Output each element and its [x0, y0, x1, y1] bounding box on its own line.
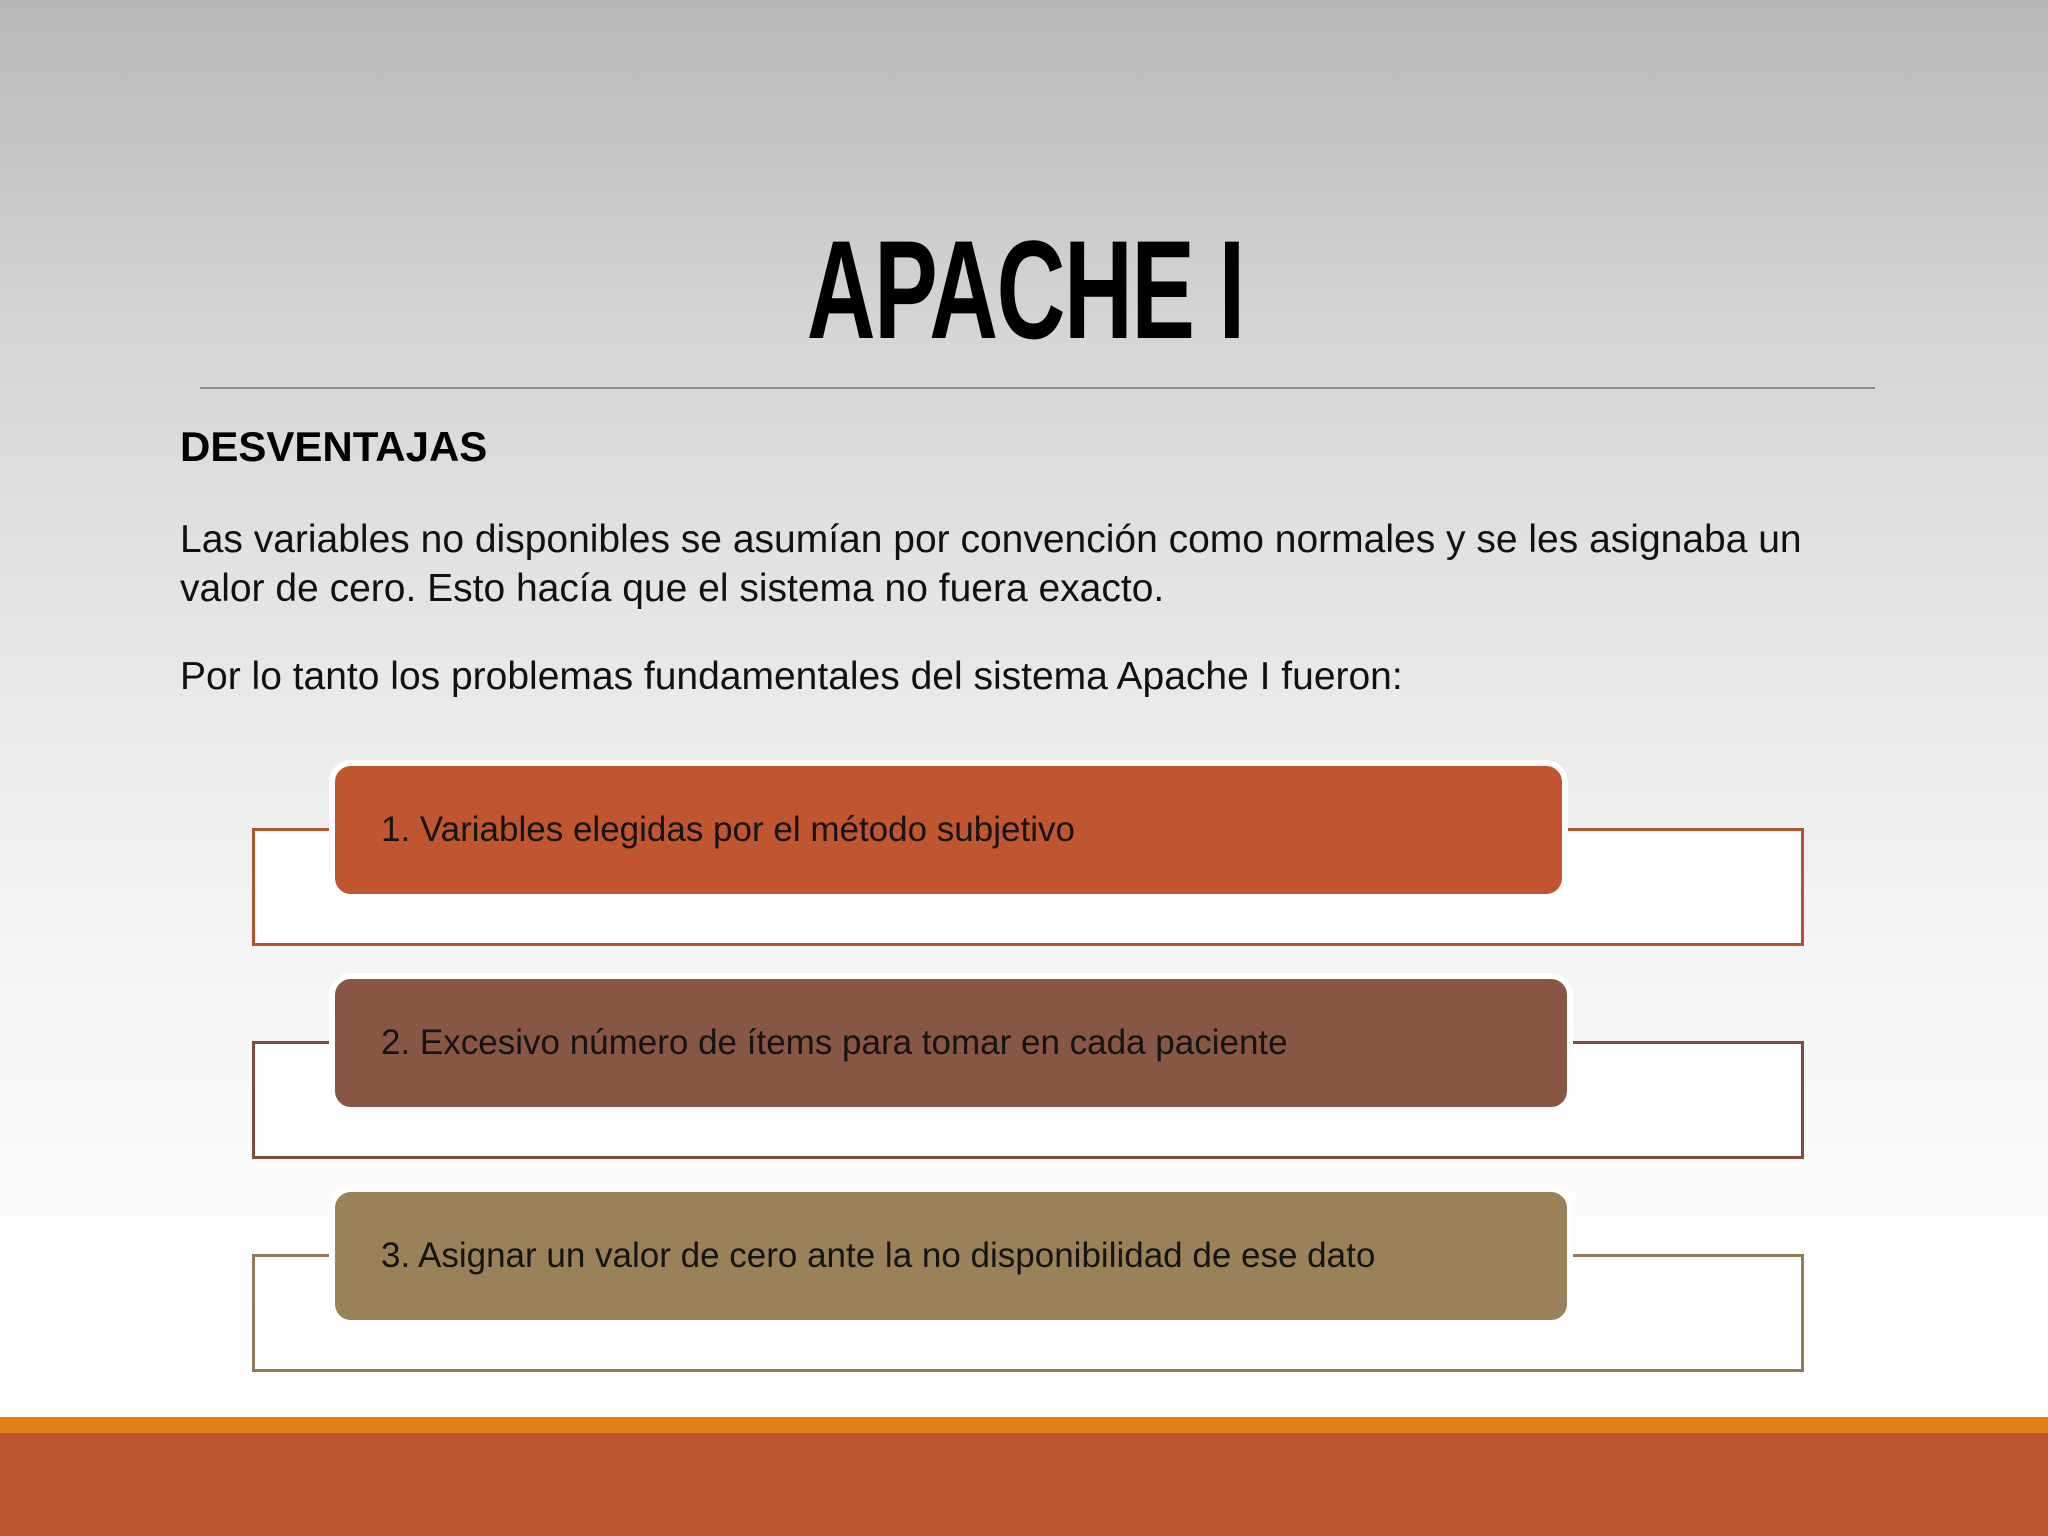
footer-stripe: [0, 1417, 2048, 1433]
problem-label: 3. Asignar un valor de cero ante la no disponibilidad de ese dato: [329, 1186, 1573, 1326]
title-divider: [200, 387, 1875, 389]
section-heading: DESVENTAJAS: [180, 423, 488, 470]
description-paragraph: Las variables no disponibles se asumían por convención como normales y se les asignaba un valor de cero. Esto hacía que el sistema no fuera exacto.: [180, 518, 1802, 610]
problem-label: 2. Excesivo número de ítems para tomar en cada paciente: [329, 973, 1573, 1113]
intro-paragraph: Por lo tanto los problemas fundamentales del sistema Apache I fueron:: [180, 655, 1403, 698]
footer-band: [0, 1433, 2048, 1536]
problem-label: 1. Variables elegidas por el método subjetivo: [329, 760, 1568, 900]
slide-title: APACHE I: [806, 211, 1244, 368]
